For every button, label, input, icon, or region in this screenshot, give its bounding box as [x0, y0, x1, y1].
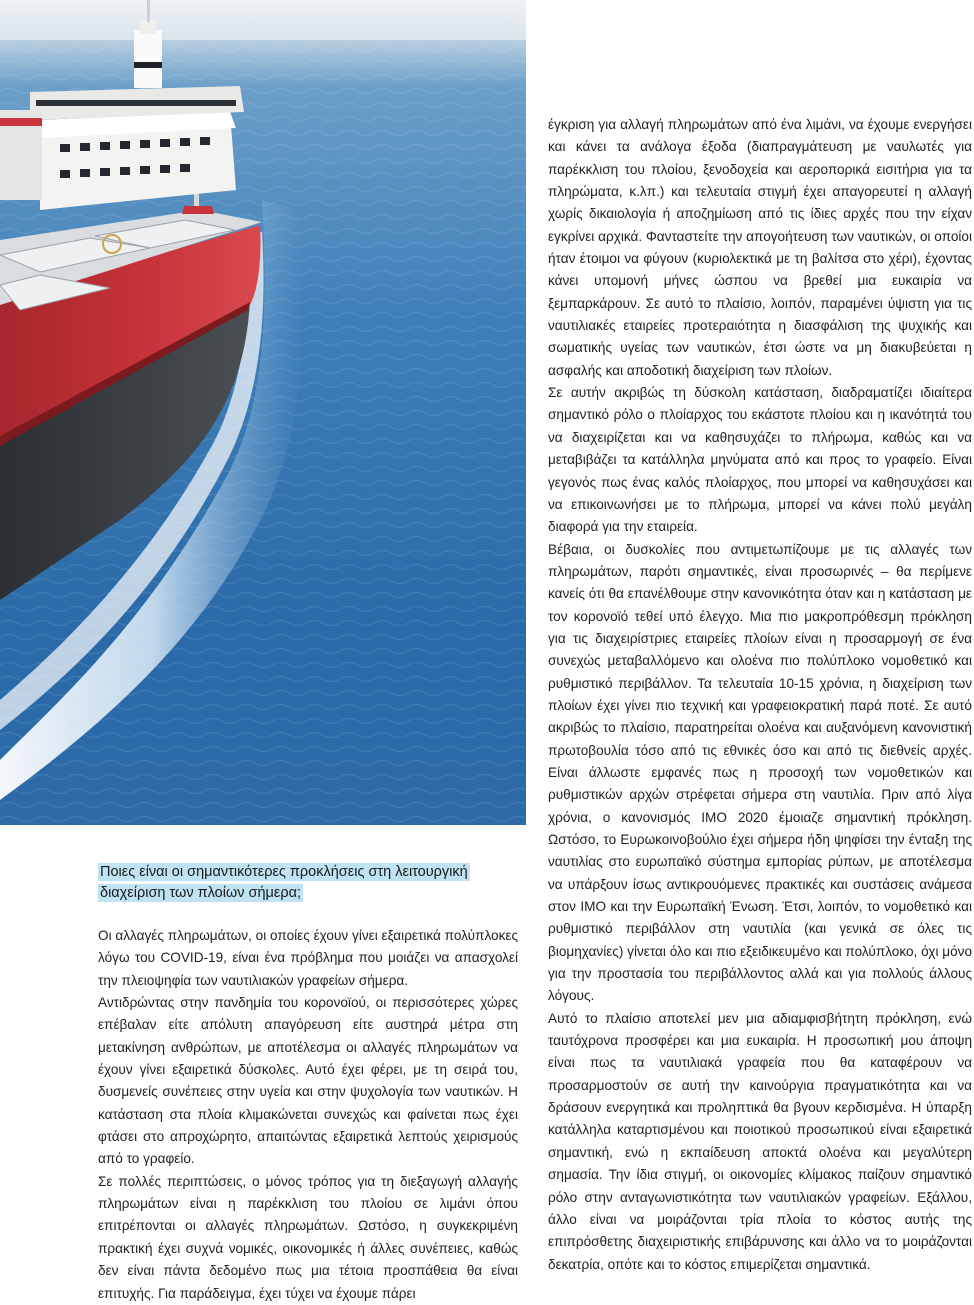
left-text-column [98, 925, 518, 1305]
ship-photo [0, 0, 526, 825]
paragraph: έγκριση για αλλαγή πληρωμάτων από ένα λιμάνι, να έχουμε ενεργήσει και κάνει τα ανάλογα έξοδα (διαπραγμάτευση με ναυλωτές για παρέκκλιση του πλοίου, ξενοδοχεία και αεροπορικά εισιτήρια για τα πληρώματα, κ.λπ.) και τελευταία στιγμή έχει απαγορευτεί η αλλαγή χωρίς δικαιολογία ή αποζημίωση από τις ίδιες αρχές που την είχαν εγκρίνει αρχικά. Φανταστείτε την απογοήτευση των ναυτικών, οι οποίοι ήταν έτοιμοι να φύγουν (κυριολεκτικά με τη βαλίτσα στο χέρι), έχοντας κάνει υπομονή μήνες ώσπου να βρεθεί μια ευκαιρία να ξεμπαρκάρουν. Σε αυτό το πλαίσιο, λοιπόν, παραμένει ύψιστη για τις ναυτιλιακές εταιρείες προτεραιότητα η διασφάλιση της ψυχικής και σωματικής υγείας των ναυτικών, έτσι ώστε να μη διακυβεύεται η ασφαλής και αποδοτική διαχείριση των πλοίων. [548, 117, 972, 378]
paragraph: Αντιδρώντας στην πανδημία του κορονοϊού, οι περισσότερες χώρες επέβαλαν είτε απόλυτη απαγόρευση είτε αυστηρά μέτρα στη μετακίνηση ανθρώπων, με αποτέλεσμα οι αλλαγές πληρωμάτων να έχουν γίνει εξαιρετικά δύσκολες. Αυτό έχει φέρει, με τη σειρά του, δυσμενείς συνέπειες στην υγεία και στην ψυχολογία των ναυτικών. Η κατάσταση στα πλοία κλιμακώνεται συνεχώς και φαίνεται πως έχει φτάσει στο απροχώρητο, απαιτώντας εξαιρετικά λεπτούς χειρισμούς από το γραφείο. [98, 995, 518, 1167]
paragraph: Αυτό το πλαίσιο αποτελεί μεν μια αδιαμφισβήτητη πρόκληση, ενώ ταυτόχρονα προσφέρει και μια ευκαιρία. Η προσωπική μου άποψη είναι πως τα ναυτιλιακά γραφεία που θα καταφέρουν να προσαρμοστούν σε αυτή την καινούργια πραγματικότητα και να δράσουν ενεργητικά και προληπτικά θα βγουν κερδισμένα. Η ύπαρξη κατάλληλα καταρτισμένου και ποιοτικού προσωπικού είναι εξαιρετικά σημαντική, ενώ η εκπαίδευση αποκτά ολοένα και μεγαλύτερη σημασία. Την ίδια στιγμή, οι οικονομίες κλίμακος παίζουν σημαντικό ρόλο στην ανταγωνιστικότητα των ναυτιλιακών γραφείων. Εξάλλου, άλλο είναι να μοιράζονται τρία πλοία το κόστος αυτής της επιπρόσθετης διαχειριστικής επιβάρυνσης και άλλο να το μοιράζονται δεκατρία, οπότε και το κόστος επιμερίζεται σημαντικά. [548, 1010, 972, 1272]
right-text-column [548, 114, 972, 1276]
paragraph: Οι αλλαγές πληρωμάτων, οι οποίες έχουν γίνει εξαιρετικά πολύπλοκες λόγω του COVID-19, είναι ένα πρόβλημα που μοιάζει να απασχολεί την πλειοψηφία των ναυτιλιακών γραφείων σήμερα. [98, 928, 518, 988]
interview-question [98, 862, 516, 904]
question-text: Ποιες είναι οι σημαντικότερες προκλήσεις στη λειτουργική διαχείριση των πλοίων σήμερα; [100, 864, 468, 901]
paragraph: Σε αυτήν ακριβώς τη δύσκολη κατάσταση, διαδραματίζει ιδιαίτερα σημαντικό ρόλο ο πλοίαρχος του εκάστοτε πλοίου και η ικανότητά του να διαχειρίζεται και να καθησυχάζει το πλήρωμα, καθώς και να μεταβιβάζει τα κατάλληλα μηνύματα από και προς το γραφείο. Είναι γεγονός πως ένας καλός πλοίαρχος, που μπορεί να καθησυχάσει και να επικοινωνήσει με το πλήρωμα, μπορεί να κάνει πολύ μεγάλη διαφορά για την εταιρεία. [548, 385, 972, 535]
paragraph: Σε πολλές περιπτώσεις, ο μόνος τρόπος για τη διεξαγωγή αλλαγής πληρωμάτων είναι η παρέκκλιση του πλοίου σε λιμάνι όπου επιτρέπονται οι αλλαγές πληρωμάτων. Ωστόσο, η συγκεκριμένη πρακτική έχει συχνά νομικές, οικονομικές ή άλλες συνέπειες, καθώς δεν είναι πάντα δεδομένο πως μια τέτοια προσπάθεια θα είναι επιτυχής. Για παράδειγμα, έχει τύχει να έχουμε πάρει [98, 1173, 518, 1301]
paragraph: Βέβαια, οι δυσκολίες που αντιμετωπίζουμε με τις αλλαγές των πληρωμάτων, παρότι σημαντικές, είναι προσωρινές – θα περίμενε κανείς ότι θα επανέλθουμε στην κανονικότητα όταν και η κατάσταση με τον κορονοϊό τεθεί υπό έλεγχο. Μια πιο μακροπρόθεσμη πρόκληση για τις διαχειρίστριες εταιρείες πλοίων είναι η προσαρμογή σε ένα συνεχώς μεταβαλλόμενο και ολοένα πιο πολύπλοκο νομοθετικό και ρυθμιστικό περιβάλλον. Τα τελευταία 10-15 χρόνια, η διαχείριση των πλοίων έχει γίνει πιο τεχνική και γραφειοκρατική παρά ποτέ. Σε αυτό ακριβώς το πλαίσιο, παρατηρείται ολοένα και αυξανόμενη κανονιστική πρωτοβουλία τόσο από τις εθνικές όσο και από τις διεθνείς αρχές. Είναι άλλωστε εμφανές πως η προσοχή των νομοθετικών και ρυθμιστικών αρχών στρέφεται σήμερα στη ναυτιλία. Πριν από λίγα χρόνια, ο κανονισμός IMO 2020 έμοιαζε σημαντική πρόκληση. Ωστόσο, το Ευρωκοινοβούλιο έχει σήμερα ήδη ψηφίσει την ένταξη της ναυτιλίας στο ευρωπαϊκό σύστημα εμπορίας ρύπων, με αποτέλεσμα να υπάρξουν ίσως αντικρουόμενες πρακτικές και συστάσεις ανάμεσα στον IMO και την Ευρωπαϊκή Ένωση. Έτσι, λοιπόν, το νομοθετικό και ρυθμιστικό περιβάλλον στη ναυτιλία (και γενικά σε όλες τις βιομηχανίες) γίνεται όλο και πιο εξειδικευμένο και πολύπλοκο, όχι μόνο για την προστασία του περιβάλλοντος αλλά και για πολλούς άλλους λόγους. [548, 541, 972, 1004]
